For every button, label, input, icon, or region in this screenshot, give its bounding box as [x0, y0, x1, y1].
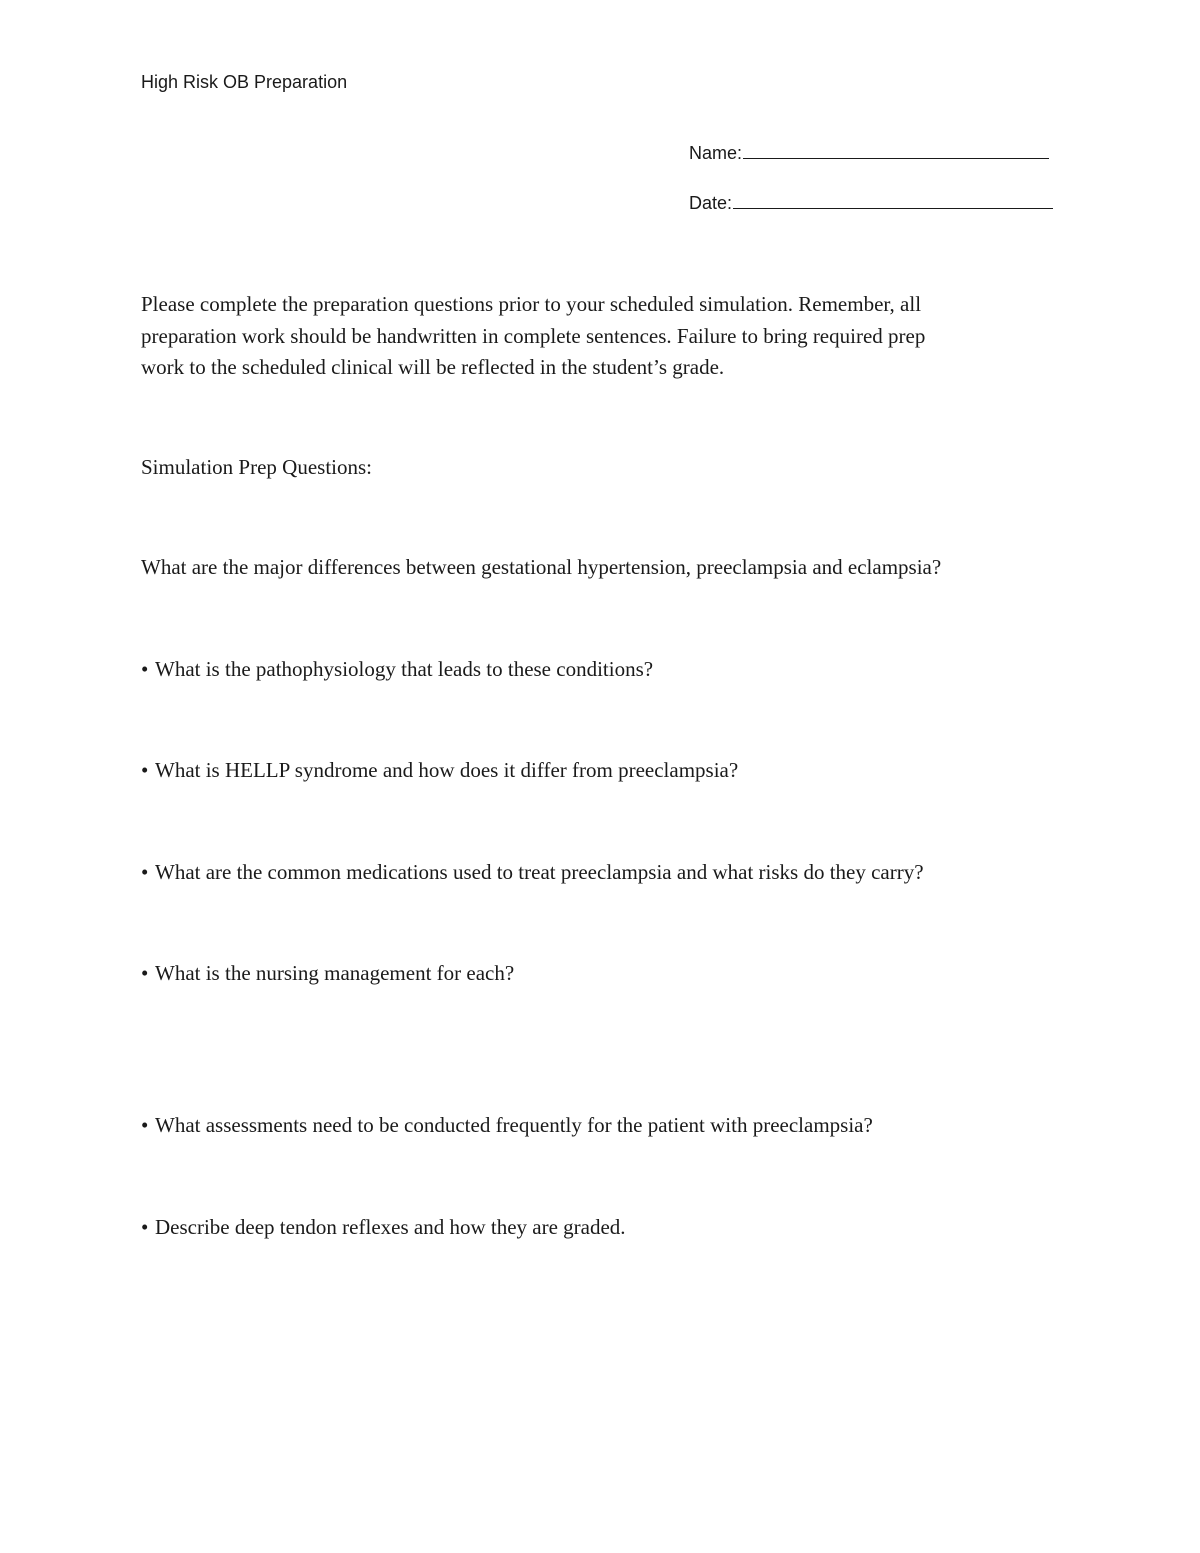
bullet: •	[141, 1215, 149, 1239]
question-text: What assessments need to be conducted frequently for the patient with preeclampsia?	[155, 1113, 873, 1137]
instructions-paragraph	[141, 289, 925, 384]
instructions-line: preparation work should be handwritten in complete sentences. Failure to bring required prep	[141, 323, 926, 348]
question-item	[141, 758, 738, 783]
question-item	[141, 1113, 873, 1138]
page-title: High Risk OB Preparation	[141, 72, 348, 92]
question-item	[141, 1215, 626, 1240]
bullet: •	[141, 657, 149, 681]
main-question: What are the major differences between gestational hypertension, preeclampsia and eclampsia?	[141, 555, 942, 579]
question-text: What is HELLP syndrome and how does it differ from preeclampsia?	[155, 758, 739, 782]
bullet: •	[141, 758, 149, 782]
date-label: Date:	[689, 193, 733, 213]
question-text: What is the nursing management for each?	[155, 961, 515, 985]
bullet: •	[141, 1113, 149, 1137]
instructions-line: work to the scheduled clinical will be reflected in the student’s grade.	[141, 355, 725, 379]
bullet: •	[141, 961, 149, 985]
name-field	[689, 143, 1049, 164]
question-text: What is the pathophysiology that leads to these conditions?	[155, 657, 654, 681]
bullet: •	[141, 860, 149, 884]
date-field	[689, 193, 1053, 214]
question-text: Describe deep tendon reflexes and how they are graded.	[155, 1215, 626, 1239]
name-label: Name:	[689, 143, 743, 163]
date-blank-line	[733, 193, 1053, 209]
question-item	[141, 657, 653, 682]
section-heading: Simulation Prep Questions:	[141, 455, 372, 479]
question-text: What are the common medications used to treat preeclampsia and what risks do they carry?	[155, 860, 924, 884]
question-item	[141, 961, 514, 986]
question-item	[141, 860, 924, 885]
name-blank-line	[743, 143, 1049, 159]
instructions-line: Please complete the preparation questions prior to your scheduled simulation. Remember, all	[141, 292, 922, 316]
